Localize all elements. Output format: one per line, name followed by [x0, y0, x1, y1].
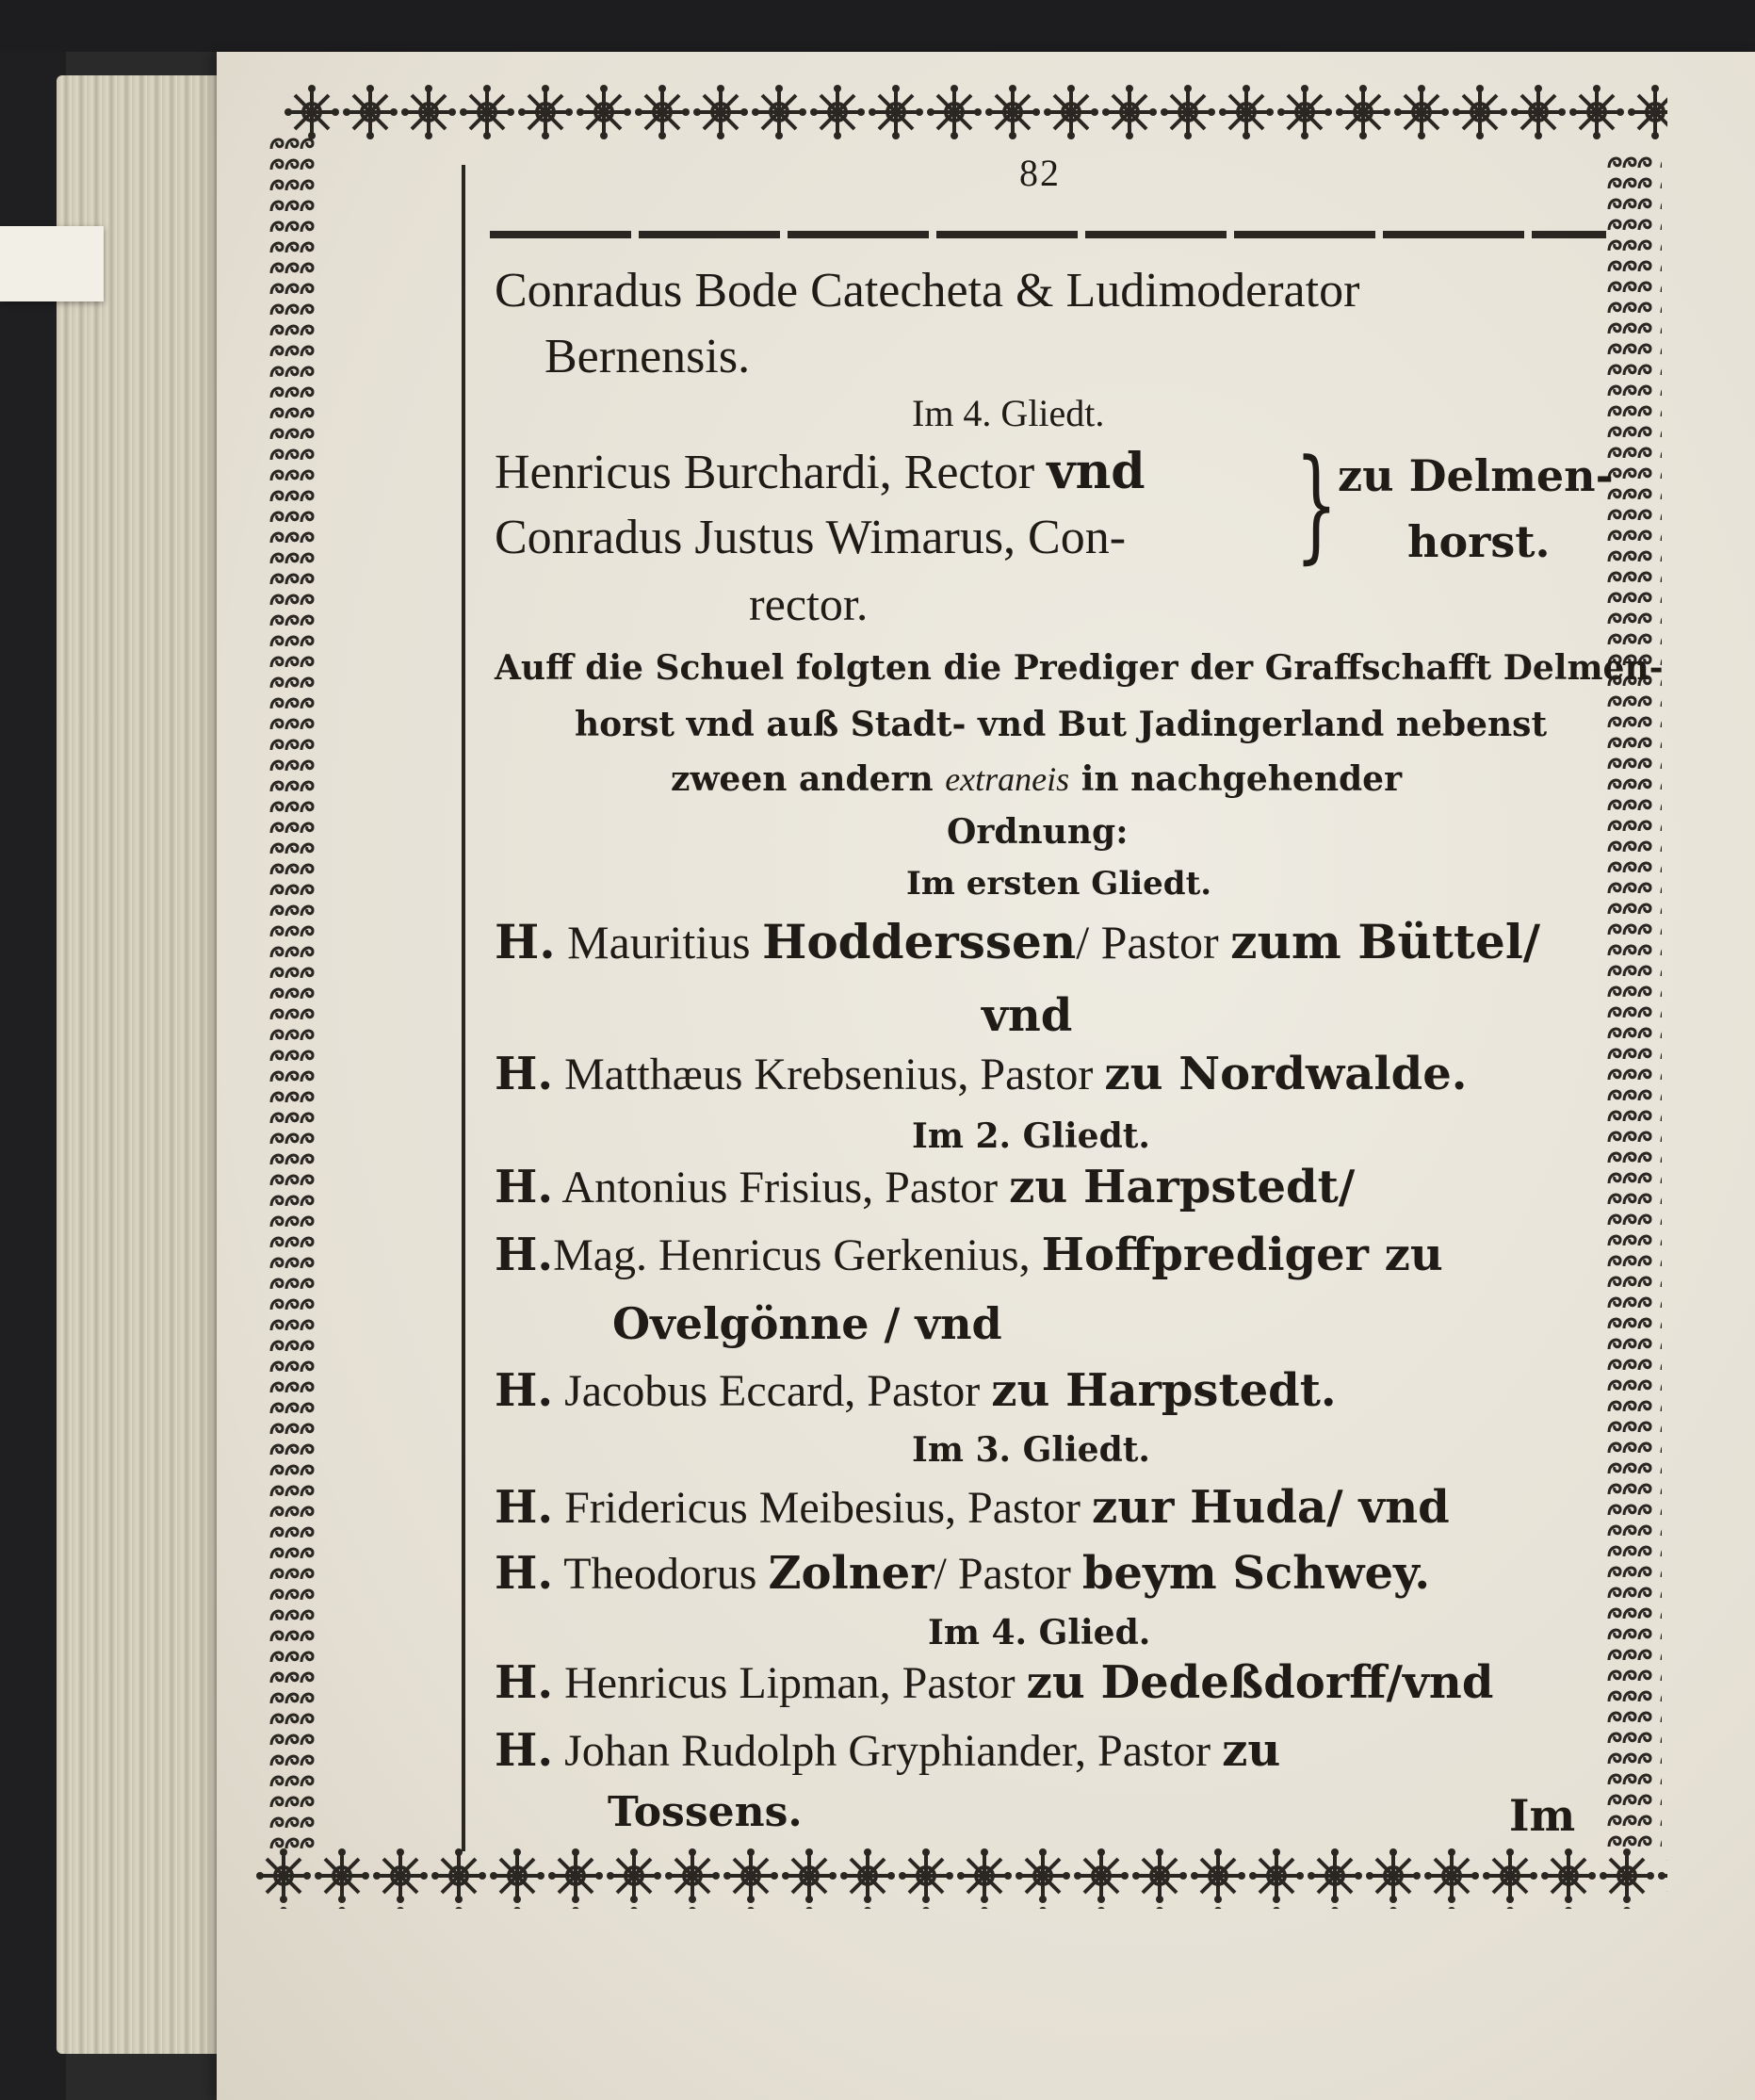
- text-line: [495, 648, 1664, 688]
- text-run: Bernensis.: [544, 330, 751, 383]
- text-line: [544, 328, 750, 384]
- text-run: Theodorus: [553, 1549, 769, 1599]
- text-run: Conradus Bode Catecheta & Ludimoderator: [495, 264, 1360, 317]
- text-run: / Pastor: [1076, 916, 1231, 969]
- text-run: H.: [495, 1364, 554, 1417]
- text-line: [495, 1656, 1493, 1709]
- text-run: Matthæus Krebsenius, Pastor: [553, 1050, 1105, 1099]
- text-run: Im 3. Gliedt.: [912, 1430, 1150, 1470]
- text-run: Conradus Justus Wimarus, Con-: [495, 511, 1127, 564]
- text-run: H.: [495, 1161, 554, 1213]
- text-line: [495, 1481, 1450, 1534]
- background-top: [0, 0, 1755, 52]
- text-line: [912, 1430, 1150, 1470]
- text-run: zu Dedeßdorff/vnd: [1026, 1656, 1494, 1709]
- text-run: Hoffprediger zu: [1041, 1229, 1443, 1281]
- text-run: Fridericus Meibesius, Pastor: [553, 1483, 1093, 1533]
- text-run: H.: [495, 1724, 554, 1777]
- text-run: zu Delmen-: [1338, 450, 1614, 501]
- text-run: Im ersten Gliedt.: [906, 865, 1212, 903]
- frame-rule-horizontal: [490, 231, 1606, 238]
- text-run: Ordnung:: [947, 812, 1129, 852]
- frame-rule-vertical: [462, 165, 465, 1851]
- page-number: 82: [1019, 152, 1061, 194]
- text-line: [575, 705, 1547, 744]
- text-line: [1338, 450, 1614, 501]
- text-run: zum Büttel/: [1230, 914, 1541, 969]
- text-run: Im 2. Gliedt.: [912, 1116, 1150, 1156]
- text-run: Henricus Burchardi, Rector: [495, 446, 1048, 499]
- text-run: Ovelgönne / vnd: [612, 1298, 1002, 1349]
- text-run: zu Harpstedt/: [1009, 1161, 1356, 1213]
- text-run: Mag. Henricus Gerkenius,: [553, 1230, 1042, 1280]
- text-run: zween andern: [671, 759, 946, 799]
- ornament-border-top: [283, 83, 1667, 141]
- text-run: vnd: [982, 989, 1073, 1042]
- text-run: Henricus Lipman, Pastor: [553, 1658, 1027, 1708]
- text-line: [495, 1547, 1430, 1600]
- ornament-border-left: [266, 132, 318, 1856]
- text-line: [495, 509, 1126, 565]
- text-run: rector.: [749, 578, 869, 630]
- text-run: zu Nordwalde.: [1104, 1048, 1468, 1100]
- text-line: [495, 1724, 1280, 1777]
- text-run: Jacobus Eccard, Pastor: [553, 1366, 992, 1416]
- text-line: [1509, 1790, 1575, 1841]
- text-run: Im: [1509, 1790, 1576, 1841]
- text-line: [912, 391, 1104, 435]
- text-run: extraneis: [945, 760, 1070, 798]
- text-run: in nachgehender: [1069, 759, 1403, 799]
- text-line: [1407, 516, 1551, 567]
- text-line: [906, 865, 1211, 903]
- text-line: [495, 1229, 1443, 1281]
- text-run: zu: [1222, 1724, 1281, 1777]
- text-run: Johan Rudolph Gryphiander, Pastor: [553, 1726, 1223, 1776]
- text-line: [612, 1298, 1002, 1349]
- text-run: Mauritius: [555, 916, 763, 969]
- bookmark-ribbon: [0, 226, 104, 301]
- text-run: Zolner: [768, 1547, 934, 1600]
- text-run: Im 4. Gliedt.: [912, 392, 1105, 434]
- text-run: Im 4. Glied.: [928, 1613, 1151, 1652]
- text-run: Auff die Schuel folgten die Prediger der Graffschafft Delmen-: [495, 648, 1664, 688]
- ornament-border-right: [1603, 151, 1662, 1856]
- text-run: H.: [495, 1547, 554, 1600]
- text-line: [749, 577, 868, 631]
- text-line: [928, 1613, 1150, 1652]
- text-run: Antonius Frisius, Pastor: [553, 1163, 1010, 1213]
- text-line: [495, 914, 1540, 969]
- text-run: horst.: [1407, 516, 1551, 567]
- text-run: zur Huda/ vnd: [1092, 1481, 1450, 1534]
- text-line: [495, 1048, 1467, 1100]
- text-line: [495, 443, 1146, 500]
- text-run: H.: [495, 1048, 554, 1100]
- text-run: horst vnd auß Stadt- vnd But Jadingerland nebenst: [575, 705, 1548, 744]
- text-run: H.: [495, 1229, 554, 1281]
- ornament-border-bottom: [254, 1847, 1667, 1909]
- text-run: beym Schwey.: [1081, 1547, 1431, 1600]
- text-line: [608, 1788, 803, 1836]
- text-run: Tossens.: [608, 1788, 803, 1836]
- text-run: zu Harpstedt.: [991, 1364, 1337, 1417]
- text-line: [671, 759, 1402, 799]
- text-line: [495, 262, 1359, 318]
- text-run: H.: [495, 1656, 554, 1709]
- text-line: [912, 1116, 1150, 1156]
- text-run: H.: [495, 1481, 554, 1534]
- text-line: [495, 1364, 1337, 1417]
- brace-icon: }: [1294, 432, 1339, 576]
- text-run: vnd: [1047, 443, 1146, 500]
- text-run: H.: [495, 914, 556, 969]
- text-line: [947, 812, 1128, 852]
- text-line: [495, 1161, 1355, 1213]
- text-line: [982, 989, 1072, 1042]
- text-run: / Pastor: [934, 1549, 1082, 1599]
- text-run: Hodderssen: [762, 914, 1077, 969]
